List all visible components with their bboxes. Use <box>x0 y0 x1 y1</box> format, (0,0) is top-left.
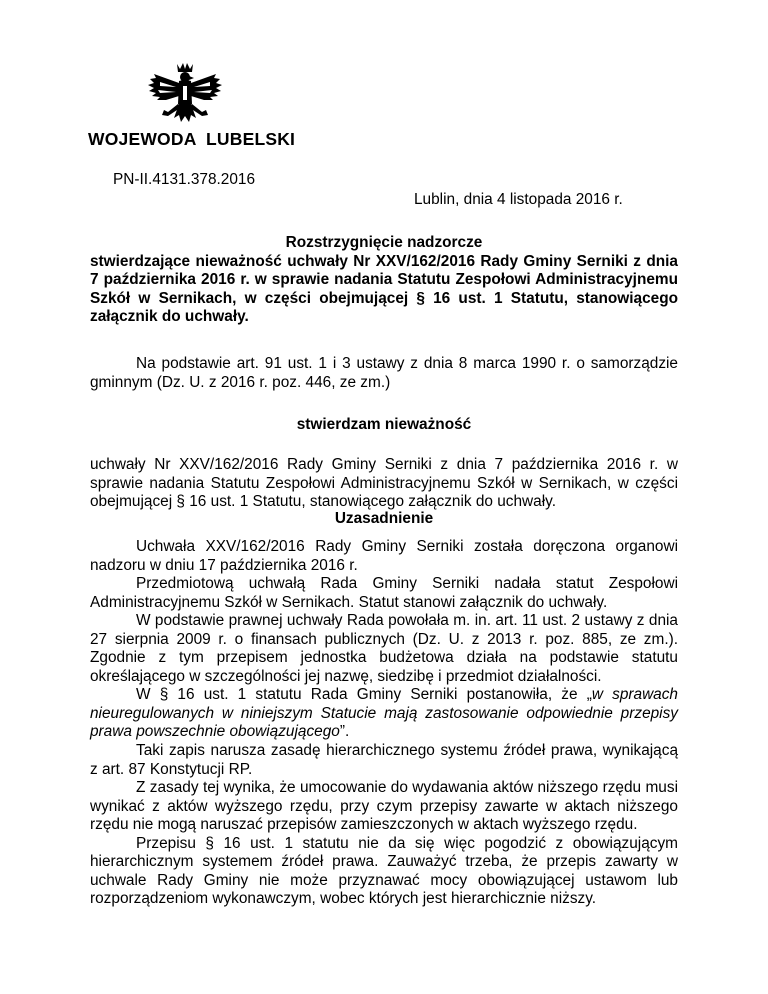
decision-heading: stwierdzam nieważność <box>296 416 472 433</box>
p4-tail: ”. <box>339 723 350 741</box>
justification-paragraph-1: Uchwała XXV/162/2016 Rady Gminy Serniki została doręczona organowi nadzoru w dniu 17 października 2016 r. <box>90 538 678 574</box>
decision-text: uchwały Nr XXV/162/2016 Rady Gminy Serniki z dnia 7 października 2016 r. w sprawie nadania Statutu Zespołowi Administracyjnemu Szkół w Sernikach, w części obejmującej § 16 ust. 1 Statutu, stanowiącego załącznik do uchwały. <box>90 456 678 511</box>
justification-paragraph-2: Przedmiotową uchwałą Rada Gminy Serniki nadała statut Zespołowi Administracyjnemu Szkół w Sernikach. Statut stanowi załącznik do uchwały. <box>90 575 678 611</box>
justification-paragraph-6: Z zasady tej wynika, że umocowanie do wydawania aktów niższego rzędu musi wynikać z aktów wyższego rzędu, przy czym przepisy zawarte w aktach niższego rzędu nie mogą naruszać przepisów zamieszczonych w aktach wyższego rzędu. <box>90 779 678 834</box>
title-line-1: Rozstrzygnięcie nadzorcze <box>285 234 483 251</box>
title-subject: stwierdzające nieważność uchwały Nr XXV/162/2016 Rady Gminy Serniki z dnia 7 października 2016 r. w sprawie nadania Statutu Zespołowi Administracyjnemu Szkół w Sernikach, w części obejmującej § 16 ust. 1 Statutu, stanowiącego załącznik do uchwały. <box>90 252 678 325</box>
place-and-date: Lublin, dnia 4 listopada 2016 r. <box>414 191 623 208</box>
p4-lead: W § 16 ust. 1 statutu Rada Gminy Serniki postanowiła, że „ <box>136 686 592 704</box>
authority-name: WOJEWODA LUBELSKI <box>88 129 296 149</box>
justification-heading: Uzasadnienie <box>334 510 434 527</box>
justification-paragraph-3: W podstawie prawnej uchwały Rada powołała m. in. art. 11 ust. 2 ustawy z dnia 27 sierpnia 2009 r. o finansach publicznych (Dz. U. z 2013 r. poz. 885, ze zm.). Zgodnie z tym przepisem jednostka budżetowa działa na podstawie statutu określającego w szczególności jej nazwę, siedzibę i przedmiot działalności. <box>90 612 678 685</box>
polish-eagle-emblem-icon <box>146 60 224 136</box>
justification-paragraph-7: Przepisu § 16 ust. 1 statutu nie da się więc pogodzić z obowiązującym hierarchicznym systemem źródeł prawa. Zauważyć trzeba, że przepis zawarty w uchwale Rady Gminy nie może przyznawać mocy obowiązującej ustawom lub rozporządzeniom wykonawczym, wobec których jest hierarchicznie niższy. <box>90 834 678 908</box>
justification-body <box>90 538 678 909</box>
case-signature: PN-II.4131.378.2016 <box>113 171 256 188</box>
justification-paragraph-5: Taki zapis narusza zasadę hierarchicznego systemu źródeł prawa, wynikającą z art. 87 Konstytucji RP. <box>90 742 678 778</box>
justification-paragraph-4 <box>90 686 678 742</box>
p4-quote: w sprawach nieuregulowanych w niniejszym Statucie mają zastosowanie odpowiednie przepisy prawa powszechnie obowiązującego <box>90 686 678 741</box>
document-title <box>90 234 678 327</box>
legal-basis-paragraph: Na podstawie art. 91 ust. 1 i 3 ustawy z dnia 8 marca 1990 r. o samorządzie gminnym (Dz. U. z 2016 r. poz. 446, ze zm.) <box>90 355 678 391</box>
